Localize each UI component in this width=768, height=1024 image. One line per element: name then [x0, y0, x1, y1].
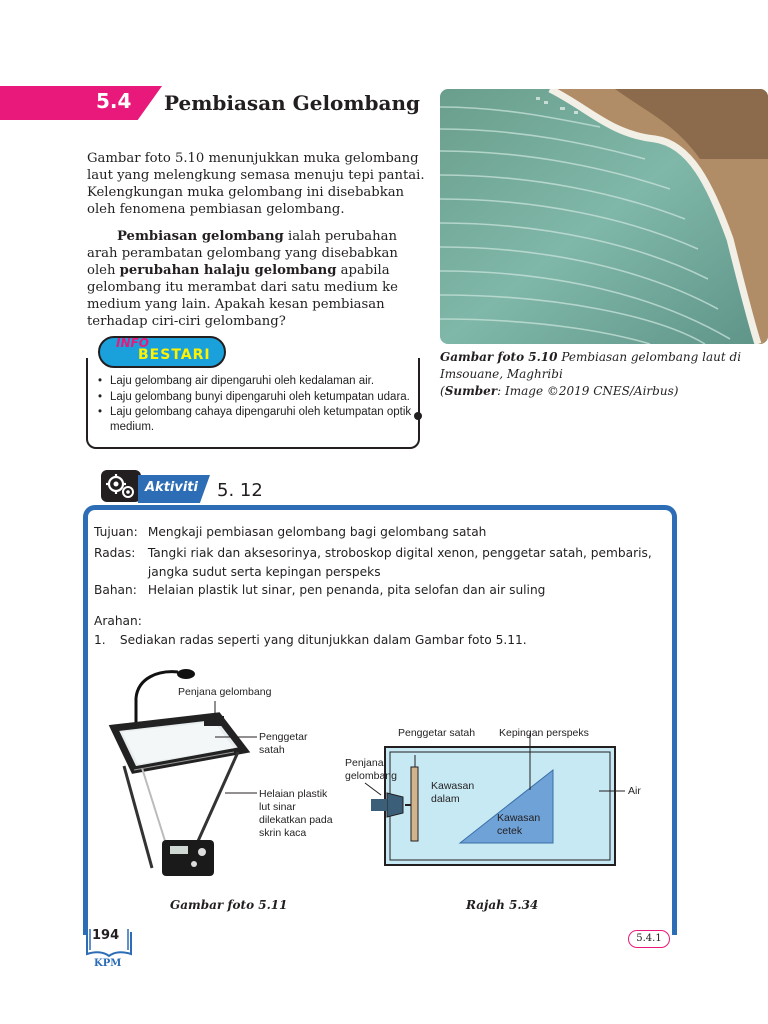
tujuan-label: Tujuan: — [94, 525, 138, 539]
intro-paragraph-2 — [87, 228, 427, 330]
info-bestari-badge — [98, 336, 226, 368]
tujuan-row — [94, 523, 486, 542]
bahan-row — [94, 581, 545, 600]
label-helaian-plastik — [259, 788, 333, 840]
label-line: skrin kaca — [259, 827, 307, 839]
caption-source-open: ( — [440, 384, 445, 398]
radas-text-2: jangka sudut serta kepingan perspeks — [147, 565, 381, 579]
radas-text: Tangki riak dan aksesorinya, stroboskop digital xenon, penggetar satah, pembaris, — [147, 546, 652, 560]
info-item: • Laju gelombang air dipengaruhi oleh kedalaman air. — [96, 374, 412, 389]
radas-label: Radas: — [94, 546, 136, 560]
photo-caption — [440, 349, 760, 400]
bahan-text: Helaian plastik lut sinar, pen penanda, pita selofan dan air suling — [147, 583, 546, 597]
label-line: Kawasan — [497, 812, 541, 824]
caption-label: Gambar foto 5.10 — [440, 350, 558, 364]
label-line: cetek — [497, 825, 523, 837]
label-line: lut sinar — [259, 801, 296, 813]
label-kawasan-cetek — [497, 812, 540, 838]
caption-text: Pembiasan gelombang laut di Imsouane, Maghribi — [440, 350, 742, 381]
bahan-label: Bahan: — [94, 583, 137, 597]
publisher-label: KPM — [94, 958, 122, 969]
label-penggetar-satah-diagram: Penggetar satah — [398, 727, 476, 739]
intro-text: apabila gelombang itu merambat dari satu medium ke medium yang lain. Apakah kesan pembiasan terhadap ciri-ciri gelombang? — [87, 263, 398, 329]
step-1 — [94, 631, 527, 650]
ripple-tank-diagram — [345, 725, 645, 870]
activity-label: Aktiviti — [145, 480, 198, 495]
label-line: satah — [259, 744, 285, 756]
info-bestari-list — [96, 374, 412, 435]
label-line: Penggetar — [259, 731, 308, 743]
section-banner — [0, 86, 162, 120]
label-line: Helaian plastik — [259, 788, 328, 800]
section-title: Pembiasan Gelombang — [164, 91, 421, 115]
intro-text: ialah perubahan arah perambatan gelombang yang disebabkan oleh — [87, 229, 398, 278]
info-item: • Laju gelombang bunyi dipengaruhi oleh ketumpatan udara. — [96, 390, 412, 405]
info-item: • Laju gelombang cahaya dipengaruhi oleh ketumpatan optik medium. — [96, 405, 412, 434]
intro-paragraph-1: Gambar foto 5.10 menunjukkan muka gelombang laut yang melengkung semasa menuju tepi pantai. Kelengkungan muka gelombang ini disebabkan oleh fenomena pembiasan gelombang. — [87, 151, 425, 217]
radas-row — [94, 544, 652, 582]
label-penjana-diagram — [345, 757, 397, 783]
label-line: gelombang — [345, 770, 397, 782]
standard-tag: 5.4.1 — [628, 930, 670, 948]
label-line: Kawasan — [431, 780, 475, 792]
label-penggetar-satah — [259, 731, 307, 757]
page-number: 194 — [92, 928, 120, 943]
label-line: Penjana — [345, 757, 384, 769]
section-number: 5.4 — [96, 89, 132, 113]
caption-gambar-foto-5-11: Gambar foto 5.11 — [170, 898, 288, 912]
label-penjana-gelombang: Penjana gelombang — [178, 686, 272, 698]
term-pembiasan: Pembiasan gelombang — [117, 229, 284, 244]
aerial-wave-photo — [440, 89, 768, 344]
term-halaju: perubahan halaju gelombang — [119, 263, 337, 278]
label-kawasan-dalam — [431, 780, 474, 806]
arahan-label: Arahan: — [94, 614, 142, 628]
info-box-dot — [414, 412, 422, 420]
label-line: dilekatkan pada — [259, 814, 333, 826]
step-1-text: Sediakan radas seperti yang ditunjukkan dalam Gambar foto 5.11. — [119, 633, 527, 647]
activity-number: 5. 12 — [217, 480, 263, 501]
gears-icon — [101, 470, 141, 502]
caption-source: : Image ©2019 CNES/Airbus) — [497, 384, 679, 398]
caption-source-label: Sumber — [444, 384, 498, 398]
label-kepingan-perspeks: Kepingan perspeks — [499, 727, 589, 739]
tujuan-text: Mengkaji pembiasan gelombang bagi gelombang satah — [147, 525, 487, 539]
label-line: dalam — [431, 793, 460, 805]
label-air: Air — [628, 785, 641, 797]
caption-rajah-5-34: Rajah 5.34 — [466, 898, 539, 912]
info-badge-word-2: BESTARI — [138, 347, 211, 363]
step-1-number: 1. — [94, 633, 106, 647]
info-badge-word-1: INFO — [116, 336, 149, 350]
